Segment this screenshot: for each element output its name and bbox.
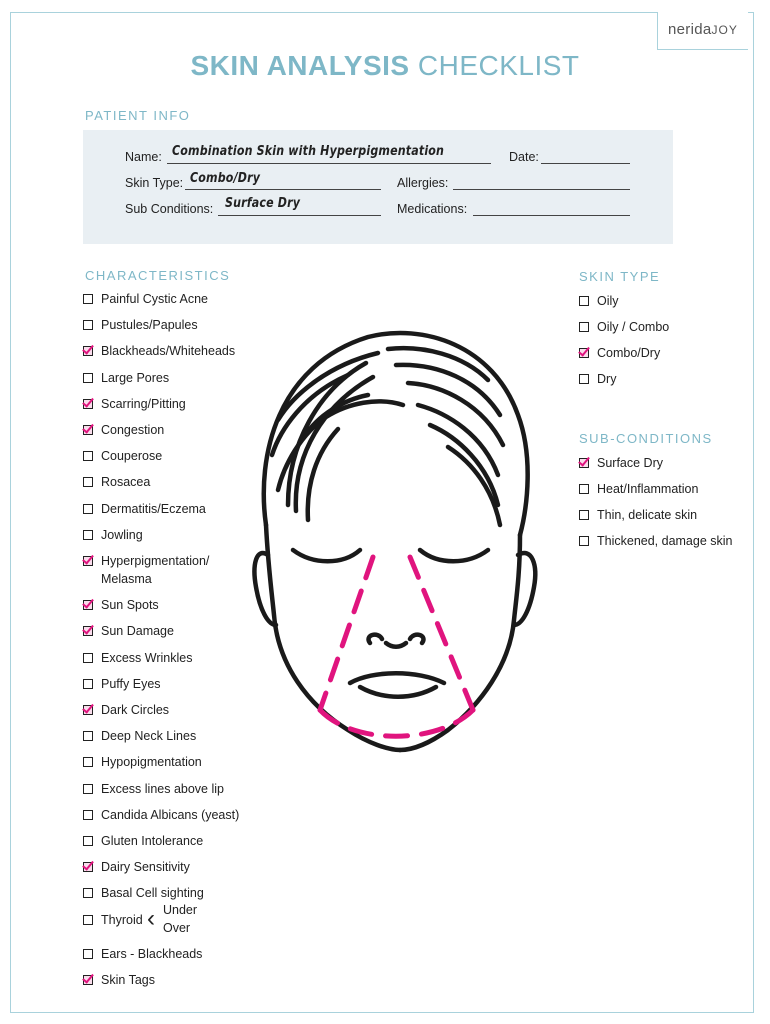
thyroid-option-over: Over [163, 920, 191, 935]
checkbox-label: Large Pores [101, 370, 170, 385]
checkbox-label: Sun Spots [101, 598, 159, 613]
checkbox-item-surface-dry[interactable] [579, 456, 663, 470]
checkbox-icon[interactable] [83, 294, 93, 304]
allergies-line[interactable] [453, 189, 630, 190]
checkbox-item-excess-lines-above-lip[interactable] [83, 782, 224, 796]
date-label: Date: [509, 150, 539, 164]
checkbox-item-dark-circles[interactable] [83, 703, 169, 717]
checkbox-label: Hyperpigmentation/ [101, 554, 210, 568]
checked-box-icon[interactable] [83, 346, 93, 356]
checked-box-icon[interactable] [83, 399, 93, 409]
checkbox-item-dermatitis-eczema[interactable] [83, 502, 206, 516]
checkbox-item-dairy-sensitivity[interactable] [83, 860, 190, 874]
checkbox-item-large-pores[interactable] [83, 371, 169, 385]
checkbox-icon[interactable] [83, 653, 93, 663]
checkbox-icon[interactable] [83, 451, 93, 461]
checkbox-label: Dry [597, 372, 617, 386]
checkbox-icon[interactable] [579, 296, 589, 306]
checkbox-item-hyperpigmentation[interactable] [83, 554, 209, 568]
sub-conditions-label: Sub Conditions: [125, 202, 214, 216]
checkbox-item-couperose[interactable] [83, 449, 162, 463]
allergies-label: Allergies: [397, 176, 449, 190]
skin-type-value[interactable]: Combo/Dry [190, 171, 261, 186]
checkbox-label: Sun Damage [101, 624, 174, 639]
checkbox-label: Puffy Eyes [101, 676, 161, 691]
checkbox-icon[interactable] [579, 536, 589, 546]
patient-info-label: PATIENT INFO [85, 108, 191, 123]
checkbox-icon[interactable] [579, 322, 589, 332]
checkbox-item-oily[interactable] [579, 294, 619, 308]
checkbox-item-sun-damage[interactable] [83, 624, 174, 638]
checked-box-icon[interactable] [83, 425, 93, 435]
checkbox-label: Candida Albicans (yeast) [101, 807, 240, 822]
checkbox-item-deep-neck-lines[interactable] [83, 729, 196, 743]
checkbox-icon[interactable] [83, 915, 93, 925]
checkbox-label: Dark Circles [101, 703, 170, 717]
checkbox-icon[interactable] [83, 320, 93, 330]
name-label: Name: [125, 150, 162, 164]
checkbox-label: Hypopigmentation [101, 755, 202, 770]
sub-conditions-value[interactable]: Surface Dry [225, 196, 301, 211]
checkbox-icon[interactable] [83, 679, 93, 689]
checkbox-label: Jowling [101, 527, 143, 542]
checkbox-item-pustules-papules[interactable] [83, 318, 198, 332]
checkbox-item-puffy-eyes[interactable] [83, 677, 161, 691]
checkbox-icon[interactable] [83, 810, 93, 820]
checkbox-label: Rosacea [101, 475, 151, 490]
checkbox-icon[interactable] [83, 477, 93, 487]
name-line[interactable] [167, 163, 491, 164]
checked-box-icon[interactable] [83, 626, 93, 636]
checkbox-item-jowling[interactable] [83, 528, 143, 542]
checkbox-label: Thickened, damage skin [597, 534, 733, 548]
checkbox-item-basal-cell-sighting[interactable] [83, 886, 204, 900]
checkbox-label: Gluten Intolerance [101, 834, 204, 848]
title-bold: SKIN ANALYSIS [190, 50, 410, 81]
bracket-icon: ‹ [147, 904, 155, 932]
checkbox-icon[interactable] [579, 484, 589, 494]
title-light: CHECKLIST [417, 50, 580, 81]
medications-line[interactable] [473, 215, 630, 216]
thyroid-option-under: Under [163, 902, 198, 917]
checkbox-item-blackheads-whiteheads[interactable] [83, 344, 235, 358]
checkbox-item-scarring-pitting[interactable] [83, 397, 186, 411]
checkbox-item-heat-inflammation[interactable] [579, 482, 698, 496]
checkbox-item-ears-blackheads[interactable] [83, 947, 202, 961]
checkbox-item-thickened-damage-skin[interactable] [579, 534, 733, 548]
checked-box-icon[interactable] [83, 862, 93, 872]
checkbox-label: Thin, delicate skin [597, 508, 698, 522]
checkbox-label: Combo/Dry [597, 346, 661, 360]
checkbox-icon[interactable] [83, 888, 93, 898]
checkbox-icon[interactable] [83, 731, 93, 741]
checkbox-item-dry[interactable] [579, 372, 616, 386]
skin-type-label: Skin Type: [125, 176, 184, 190]
checkbox-icon[interactable] [579, 510, 589, 520]
checkbox-label: Scarring/Pitting [101, 396, 186, 411]
checkbox-label: Deep Neck Lines [101, 729, 197, 744]
checkbox-item-painful-cystic-acne[interactable] [83, 292, 208, 306]
checkbox-item-skin-tags[interactable] [83, 973, 155, 987]
checkbox-item-rosacea[interactable] [83, 475, 150, 489]
face-outline-icon [248, 325, 548, 765]
brand-logo: neridaJOY [668, 21, 738, 38]
checkbox-icon[interactable] [83, 784, 93, 794]
characteristics-label: CHARACTERISTICS [85, 268, 231, 283]
checkbox-icon[interactable] [83, 949, 93, 959]
checkbox-item-congestion[interactable] [83, 423, 164, 437]
checkbox-label: Oily / Combo [597, 320, 670, 334]
checkbox-item-thin-delicate-skin[interactable] [579, 508, 697, 522]
checkbox-label: Excess Wrinkles [101, 650, 193, 665]
sub-conditions-section-label: SUB-CONDITIONS [579, 431, 713, 446]
checkbox-item-excess-wrinkles[interactable] [83, 651, 192, 665]
skin-type-section-label: SKIN TYPE [579, 269, 661, 284]
page-title [0, 50, 770, 82]
checked-box-icon[interactable] [83, 556, 93, 566]
checkbox-label: Blackheads/Whiteheads [101, 344, 236, 359]
checkbox-label: Couperose [101, 449, 163, 464]
checkbox-label: Dairy Sensitivity [101, 860, 190, 875]
checkbox-icon[interactable] [83, 757, 93, 767]
checkbox-label: Surface Dry [597, 456, 663, 470]
sub-conditions-line[interactable] [218, 215, 381, 216]
checkbox-label: Painful Cystic Acne [101, 292, 208, 306]
checkbox-label: Dermatitis/Eczema [101, 501, 206, 516]
skin-type-line[interactable] [185, 189, 381, 190]
checkbox-item-thyroid[interactable] [83, 913, 143, 927]
medications-label: Medications: [397, 202, 468, 216]
checked-box-icon[interactable] [579, 348, 589, 358]
checkbox-item-candida-albicans-yeast[interactable] [83, 808, 239, 822]
checked-box-icon[interactable] [579, 458, 589, 468]
checked-box-icon[interactable] [83, 600, 93, 610]
checkbox-item-hypopigmentation[interactable] [83, 755, 202, 769]
checkbox-label: Ears - Blackheads [101, 946, 203, 961]
checkbox-label: Heat/Inflammation [597, 482, 699, 496]
date-line[interactable] [541, 163, 630, 164]
checkbox-label: Pustules/Papules [101, 318, 198, 333]
checkbox-icon[interactable] [83, 504, 93, 514]
name-value[interactable]: Combination Skin with Hyperpigmentation [172, 144, 445, 159]
checkbox-label: Congestion [101, 423, 165, 437]
checkbox-icon[interactable] [83, 373, 93, 383]
checkbox-label: Thyroid [101, 912, 143, 927]
checkbox-label-line2: Melasma [101, 572, 152, 586]
checkbox-label: Basal Cell sighting [101, 886, 204, 901]
checkbox-icon[interactable] [83, 530, 93, 540]
checkbox-label: Excess lines above lip [101, 781, 224, 796]
checkbox-item-combo-dry[interactable] [579, 346, 660, 360]
checkbox-item-gluten-intolerance[interactable] [83, 834, 203, 848]
checkbox-item-oily-combo[interactable] [579, 320, 669, 334]
checkbox-icon[interactable] [83, 836, 93, 846]
checked-box-icon[interactable] [83, 975, 93, 985]
checkbox-icon[interactable] [579, 374, 589, 384]
checkbox-label: Oily [597, 294, 619, 308]
checked-box-icon[interactable] [83, 705, 93, 715]
checkbox-label: Skin Tags [101, 973, 155, 987]
checkbox-item-sun-spots[interactable] [83, 598, 159, 612]
